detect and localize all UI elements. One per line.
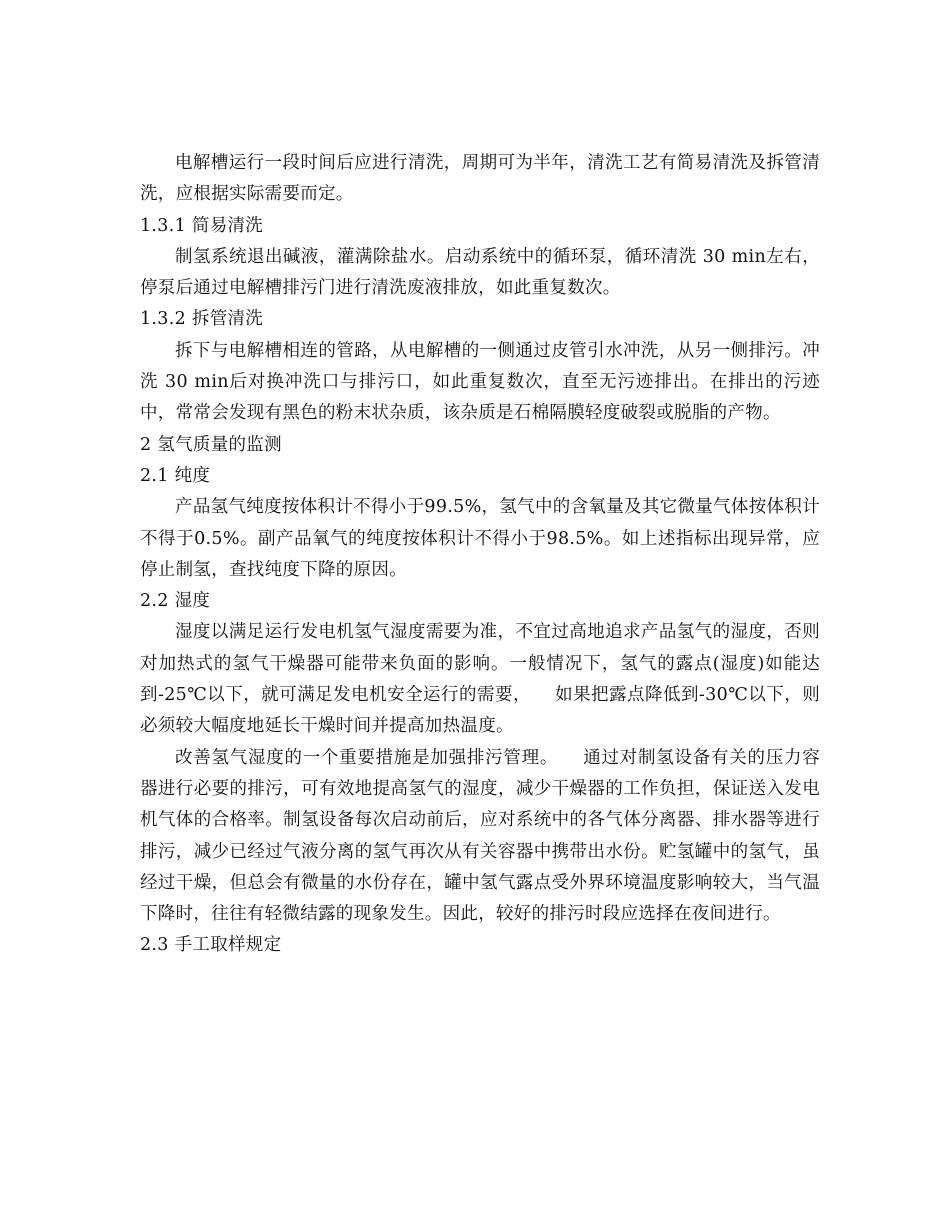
paragraph-electrolyzer-cleaning: 电解槽运行一段时间后应进行清洗，周期可为半年，清洗工艺有简易清洗及拆管清洗，应根据实际需要而定。: [140, 153, 820, 205]
paragraph-humidity: 湿度以满足运行发电机氢气湿度需要为准，不宜过高地追求产品氢气的湿度，否则对加热式的氢气干燥器可能带来负面的影响。一般情况下，氢气的露点(湿度)如能达到-25℃以下，就可满足发电机安全运行的需要， 如果把露点降低到-30℃以下，则必须较大幅度地延长干燥时间并提高加热温度。: [140, 622, 820, 737]
heading-2-2: 2.2 湿度: [140, 591, 211, 612]
paragraph-pipe-cleaning: 拆下与电解槽相连的管路，从电解槽的一侧通过皮管引水冲洗，从另一侧排污。冲洗 30 min后对换冲洗口与排污口，如此重复数次，直至无污迹排出。在排出的污迹中，常常会发现有黑色的粉末状杂质，该杂质是石棉隔膜轻度破裂或脱脂的产物。: [140, 340, 820, 424]
paragraph-purity: 产品氢气纯度按体积计不得小于99.5%，氢气中的含氧量及其它微量气体按体积计不得于0.5%。副产品氧气的纯度按体积计不得小于98.5%。如上述指标出现异常，应停止制氢，查找纯度下降的原因。: [140, 497, 820, 580]
heading-2-3: 2.3 手工取样规定: [140, 935, 282, 956]
heading-1-3-1: 1.3.1 简易清洗: [140, 215, 264, 236]
paragraph-blowdown: 改善氢气湿度的一个重要措施是加强排污管理。 通过对制氢设备有关的压力容器进行必要的排污，可有效地提高氢气的湿度，减少干燥器的工作负担，保证送入发电机气体的合格率。制氢设备每次启动前后，应对系统中的各气体分离器、排水器等进行排污，减少已经过气液分离的氢气再次从有关容器中携带出水份。贮氢罐中的氢气，虽经过干燥，但总会有微量的水份存在，罐中氢气露点受外界环境温度影响较大，当气温下降时，往往有轻微结露的现象发生。因此，较好的排污时段应选择在夜间进行。: [140, 747, 820, 925]
paragraph-simple-cleaning: 制氢系统退出碱液，灌满除盐水。启动系统中的循环泵，循环清洗 30 min左右，停泵后通过电解槽排污门进行清洗废液排放，如此重复数次。: [140, 246, 820, 299]
heading-1-3-2: 1.3.2 拆管清洗: [140, 309, 264, 330]
document-body: [140, 148, 820, 962]
heading-2-1: 2.1 纯度: [140, 465, 211, 486]
heading-2: 2 氢气质量的监测: [140, 434, 282, 455]
